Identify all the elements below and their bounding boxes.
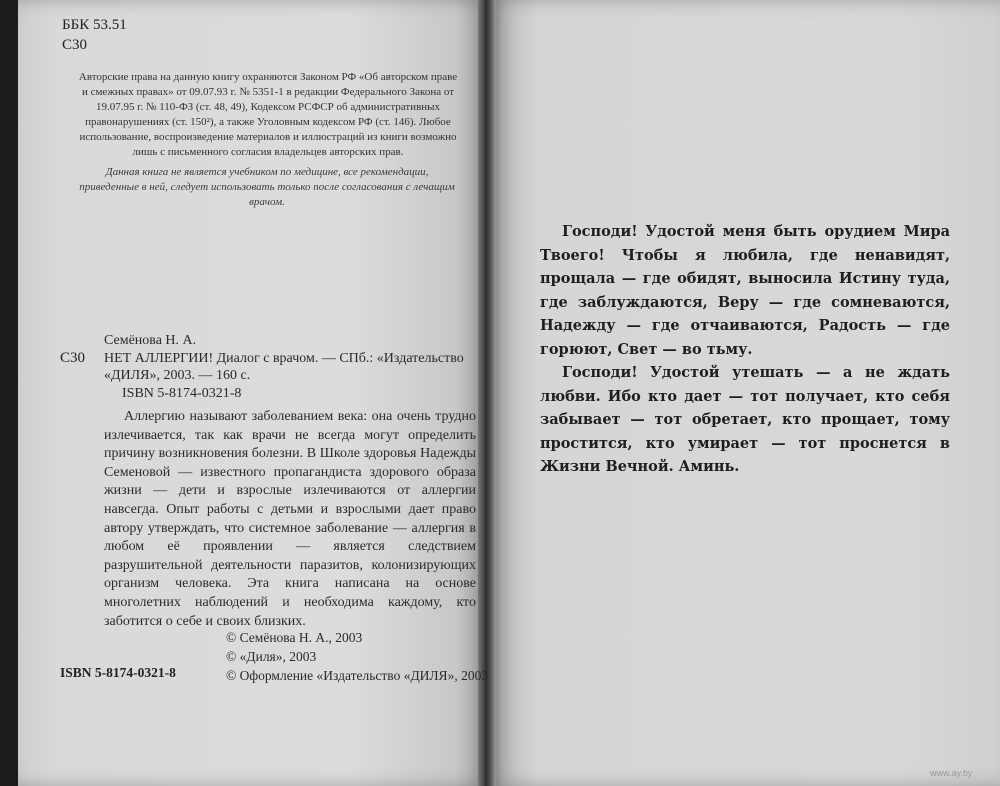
copyright-notice: Авторские права на данную книгу охраняются Законом РФ «Об авторском праве и смежных правах» от 09.07.93 г. № 5351-1 в редакции Федерального Закона от 19.07.95 г. № 110-ФЗ (ст. 48, 49), Кодексом РСФСР об административных правонарушениях (ст. 150²), а также Уголовным кодексом РФ (ст. 146). Любое использование, воспроизведение материалов и иллюстраций из книги возможно лишь с письменного согласия владельцев авторских прав. [78, 71, 458, 158]
watermark: www.ay.by [930, 768, 973, 778]
annotation-text: Аллергию называют заболеванием века: она очень трудно излечивается, так как врачи не всегда могут определить причину возникновения болезни. В Школе здоровья Надежды Семеновой — известного пропагандиста здорового образа жизни — дети и взрослые излечиваются от аллергии навсегда. Опыт работы с детьми и взрослыми дает право автору утверждать, что системное заболевание — аллергия в любом её проявлении — является следствием разрушительной деятельности паразитов, колонизирующих организм человека. Эта книга написана на основе многолетних наблюдений и необходима каждому, кто заботится о себе и своих близких. [104, 409, 476, 629]
isbn-bottom: ISBN 5-8174-0321-8 [60, 665, 176, 680]
isbn: ISBN 5-8174-0321-8 [122, 386, 242, 401]
copyright-lines [226, 628, 488, 685]
copyright-line: © Оформление «Издательство «ДИЛЯ», 2003 [226, 668, 489, 683]
medical-disclaimer: Данная книга не является учебником по медицине, все рекомендации, приведенные в ней, следует использовать только после согласования с лечащим врачом. [79, 166, 455, 208]
prayer-text [540, 220, 950, 479]
author-name: Семёнова Н. А. [104, 333, 197, 348]
prayer-paragraph: Господи! Удостой меня быть орудием Мира Твоего! Чтобы я любила, где ненавидят, прощала — где обидят, выносила Истину туда, где заблуждаются, Веру — где сомневаются, Надежду — где отчаиваются, Радость — где горюют, Свет — во тьму. [540, 223, 950, 358]
annotation [104, 408, 476, 631]
book-description: НЕТ АЛЛЕРГИИ! Диалог с врачом. — СПб.: «Издательство «ДИЛЯ», 2003. — 160 с. [104, 351, 464, 383]
catalog-code: С30 [60, 350, 86, 366]
copyright-line: © Семёнова Н. А., 2003 [226, 630, 363, 645]
copyright-line: © «Диля», 2003 [226, 649, 317, 664]
bbk-index: ББК 53.51 [62, 17, 127, 33]
prayer-paragraph: Господи! Удостой утешать — а не ждать любви. Ибо кто дает — тот получает, кто себя забывает — тот обретает, кто прощает, тому простится, кто умирает — тот проснется в Жизни Вечной. Аминь. [540, 364, 950, 475]
bbk-code: С30 [62, 37, 88, 53]
